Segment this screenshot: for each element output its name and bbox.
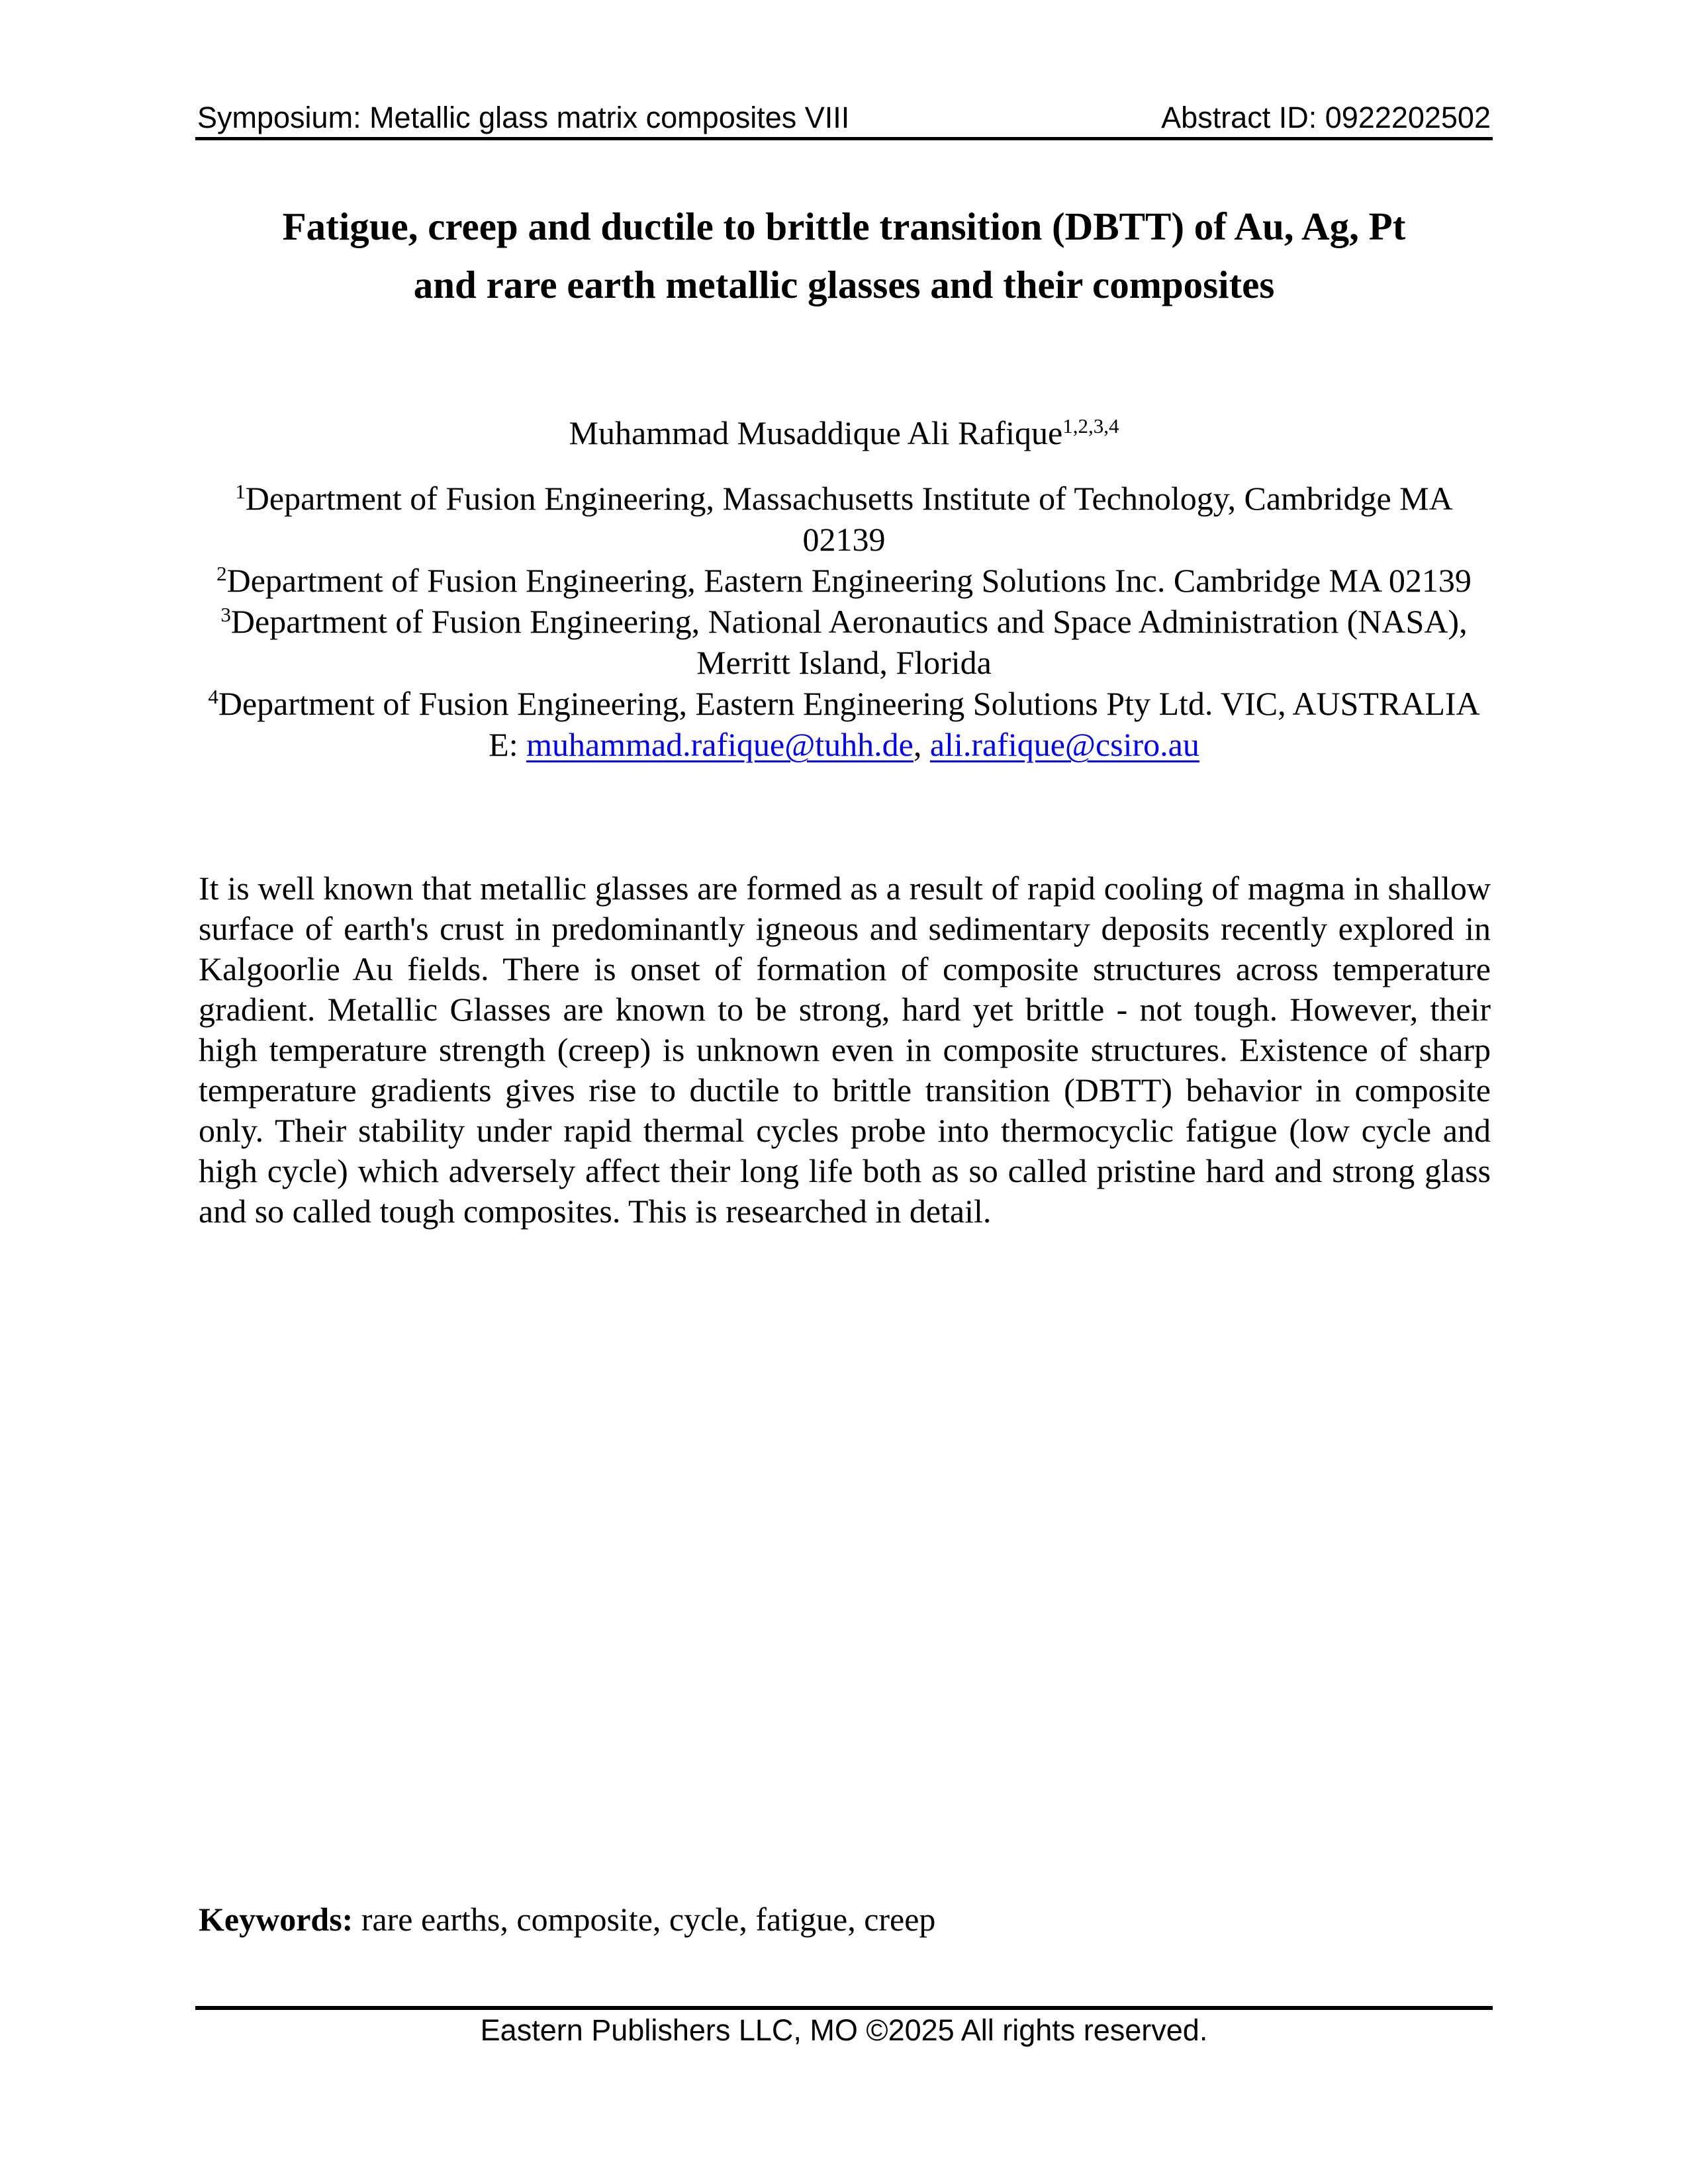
header-divider — [195, 137, 1493, 140]
page-title — [199, 197, 1489, 314]
email-link-ali[interactable]: ali.rafique@csiro.au — [929, 726, 1199, 763]
affiliation-line — [199, 683, 1489, 724]
affiliation-line — [199, 478, 1489, 560]
affiliation-number: 4 — [208, 684, 218, 708]
title-line-1: Fatigue, creep and ductile to brittle transition (DBTT) of Au, Ag, Pt — [282, 205, 1406, 248]
author-line — [199, 414, 1489, 452]
page-header — [197, 101, 1491, 135]
footer-divider — [195, 2006, 1493, 2010]
affiliation-line — [199, 560, 1489, 601]
affiliation-line — [199, 642, 1489, 683]
header-abstract-id: Abstract ID: 0922202502 — [1161, 101, 1491, 134]
affiliation-number: 3 — [220, 602, 231, 626]
keywords-line — [199, 1900, 1489, 1938]
keywords-list: rare earths, composite, cycle, fatigue, creep — [353, 1901, 936, 1938]
affiliation-text: Department of Fusion Engineering, Eastern Engineering Solutions Pty Ltd. VIC, AUSTRALIA — [218, 685, 1480, 722]
affiliation-text: Department of Fusion Engineering, National Aeronautics and Space Administration (NASA), — [230, 603, 1468, 640]
affiliation-number: 2 — [216, 561, 227, 585]
keywords-label: Keywords: — [199, 1901, 353, 1938]
affiliation-text: Merritt Island, Florida — [696, 644, 992, 681]
email-prefix: E: — [489, 726, 527, 763]
affiliation-text: Department of Fusion Engineering, Massachusetts Institute of Technology, Cambridge MA 02139 — [245, 480, 1453, 558]
footer-copyright: Eastern Publishers LLC, MO ©2025 All rights reserved. — [480, 2013, 1208, 2047]
affiliations-block — [199, 478, 1489, 724]
contact-line — [199, 725, 1489, 764]
affiliation-number: 1 — [235, 479, 246, 503]
author-name: Muhammad Musaddique Ali Rafique — [569, 414, 1063, 451]
abstract-text: It is well known that metallic glasses are formed as a result of rapid cooling of magma in shallow surface of earth's crust in predominantly igneous and sedimentary deposits recently explored in Kalgoorlie Au fields. There is onset of formation of composite structures across temperature gradient. Metallic Glasses are known to be strong, hard yet brittle - not tough. However, their high temperature strength (creep) is unknown even in composite structures. Existence of sharp temperature gradients gives rise to ductile to brittle transition (DBTT) behavior in composite only. Their stability under rapid thermal cycles probe into thermocyclic fatigue (low cycle and high cycle) which adversely affect their long life both as so called pristine hard and strong glass and so called tough composites. This is researched in detail. — [199, 870, 1491, 1230]
header-symposium: Symposium: Metallic glass matrix composites VIII — [197, 101, 850, 134]
author-affiliation-superscript: 1,2,3,4 — [1062, 414, 1119, 437]
title-line-2: and rare earth metallic glasses and their composites — [413, 263, 1275, 306]
email-separator: , — [913, 726, 930, 763]
email-link-muhammad[interactable]: muhammad.rafique@tuhh.de — [526, 726, 914, 763]
affiliation-text: Department of Fusion Engineering, Eastern Engineering Solutions Inc. Cambridge MA 02139 — [226, 562, 1472, 599]
affiliation-line — [199, 601, 1489, 642]
